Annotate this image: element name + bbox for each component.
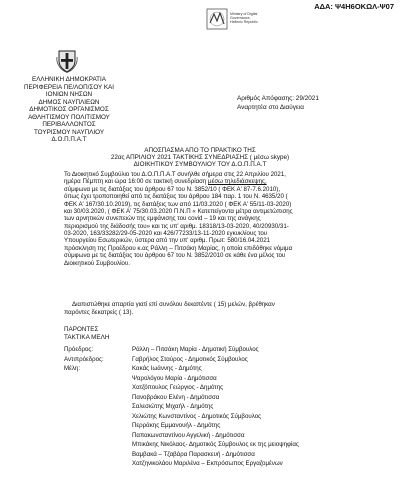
underlined-text: μέσω τηλεδιάσκεψης, — [208, 178, 267, 186]
member-name: Παπακωνσταντίνου Αγγελική - Δημότισσα — [132, 431, 245, 439]
present-subtitle: ΤΑΚΤΙΚΑ ΜΕΛΗ — [64, 333, 110, 341]
signature-line: Hellenic Republic — [230, 20, 258, 25]
member-row — [64, 393, 394, 403]
body-line — [64, 178, 388, 185]
title-line: 22ας ΑΠΡΙΛΙΟΥ 2021 ΤΑΚΤΙΚΗΣ ΣΥΝΕΔΡΙΑΣΗΣ ( μέσω skype) — [110, 154, 290, 162]
member-name: Ψαρολόγου Μαρία - Δημότισσα — [132, 374, 217, 382]
present-title: ΠΑΡΟΝΤΕΣ — [64, 326, 99, 333]
member-row — [64, 402, 394, 412]
authority-line: ΙΟΝΙΩΝ ΝΗΣΩΝ — [45, 91, 93, 99]
body-line: σύμφωνα με τις διατάξεις του άρθρου 67 του Ν. 3852/2010 σε κάθε ένα μέλος του — [64, 252, 286, 260]
authority-line: ΤΟΥΡΙΣΜΟΥ ΝΑΥΠΛΙΟΥ — [33, 128, 105, 136]
body-line: 03-2020, 163/33282/29-05-2020 και 426/77233/13-11-2020 εγκυκλίους του — [64, 230, 268, 237]
body-line: Διοικητικού Συμβουλίου. — [64, 259, 130, 267]
body-line: Το Διοικητικό Συμβούλιο του Δ.Ο.Π.Π.Α.Τ συνήλθε σήμερα στις 22 Απριλίου 2021, — [64, 171, 286, 178]
ada-code: ΑΔΑ: Ψ4Η6ΟΚΩΛ-Ψ07 — [314, 2, 394, 11]
minutes-body-paragraph — [64, 171, 388, 267]
title-line: ΑΠΟΣΠΑΣΜΑ ΑΠΟ ΤΟ ΠΡΑΚΤΙΚΟ ΤΗΣ — [144, 147, 256, 154]
member-name: Χατζόπουλος Γεώργιος - Δημότης — [132, 384, 224, 391]
member-row — [64, 450, 394, 460]
body-line-part: ημέρα Πέμπτη και ώρα 16:00 σε τακτική συνεδρίαση — [64, 178, 209, 186]
member-role: Πρόεδρος: — [64, 346, 94, 353]
quorum-statement — [64, 301, 394, 316]
member-row — [64, 355, 394, 365]
signature-line: Ministry of Digital — [230, 12, 258, 16]
signature-line: Governance, — [230, 16, 251, 21]
body-line: όπως έχει τροποποιηθεί από τις διατάξεις του άρθρου 184 παρ. 1 του Ν. 4635/20 ( — [64, 193, 288, 201]
digital-signature-text — [230, 12, 258, 25]
member-row — [64, 383, 394, 393]
body-line: ΦΕΚ Α' 167/30.10.2019), τις διατάξεις των από 11/03.2020 ( ΦΕΚ Α' 55/11-03-2020) — [64, 200, 292, 208]
body-line: Υπουργείου Εσωτερικών, ύστερα από την υπ' αριθμ. Πρωτ: 580/16.04.2021 — [64, 237, 271, 245]
member-name: Χελιώτης Κωνσταντίνος - Δημοτικός Σύμβουλος — [132, 412, 262, 420]
digital-signature-seal-icon — [206, 8, 228, 30]
member-name: Πανοβράκου Ελένη - Δημότισσα — [132, 393, 220, 401]
body-line: των αρνητικών συνεπειών της εμφάνισης του covid – 19 και της ανάγκης — [64, 215, 261, 223]
decision-number: Αριθμός Απόφασης: 29/2021 — [237, 95, 319, 102]
present-heading — [64, 326, 109, 341]
member-name: Βαμβακά – Τζαβάρα Παρασκευή - Δημότισσα — [132, 450, 255, 458]
member-row — [64, 459, 394, 469]
member-name: Περράκης Εμμανουήλ - Δημότης — [132, 422, 221, 429]
member-row — [64, 364, 394, 374]
body-line: περιορισμού της διάδοσής του» και τις υπ' αριθμ. 18318/13-03-2020, 40/20930/31- — [64, 222, 289, 230]
member-name: Γαβρήλος Σταύρος - Δημοτικός Σύμβουλος — [132, 355, 248, 363]
quorum-line: παρόντες δεκατρείς ( 13). — [64, 308, 134, 316]
authority-line: ΠΕΡΙΒΑΛΛΟΝΤΟΣ — [42, 121, 96, 129]
member-row — [64, 412, 394, 422]
document-title — [0, 147, 400, 169]
greek-coat-of-arms-icon — [56, 49, 78, 73]
member-row — [64, 431, 394, 441]
member-row — [64, 374, 394, 384]
body-line: πρόσκληση της Προέδρου κ.ας Ράλλη – Πιτσάκη Μαρίας, η οποία επιδόθηκε νόμιμα — [64, 244, 293, 252]
member-name: Κακάς Ιωάννης - Δημότης — [132, 365, 202, 372]
members-list — [64, 345, 394, 469]
member-name: Μπικάκης Νικόλαος- Δημοτικός Σύμβουλος εκ της μειοψηφίας — [132, 441, 299, 448]
authority-line: ΑΘΛΗΤΙΣΜΟΥ ΠΟΛΙΤΙΣΜΟΥ — [28, 113, 110, 121]
authority-line: Δ.Ο.Π.Π.Α.Τ — [51, 136, 87, 144]
authority-line: ΔΗΜΟΤΙΚΟΣ ΟΡΓΑΝΙΣΜΟΣ — [29, 106, 109, 114]
member-row — [64, 421, 394, 431]
member-role: Μέλη: — [64, 365, 81, 372]
member-name: Σαλεσιώτης Μιχαήλ - Δημότης — [132, 403, 214, 410]
member-row — [64, 345, 394, 355]
issuing-authority — [4, 76, 134, 144]
member-role: Αντιπρόεδρος: — [64, 355, 104, 363]
title-line: ΔΙΟΙΚΗΤΙΚΟΥ ΣΥΜΒΟΥΛΙΟΥ ΤΟΥ Δ.Ο.Π.Π.Α.Τ — [133, 161, 267, 169]
member-row — [64, 440, 394, 450]
authority-line: ΔΗΜΟΣ ΝΑΥΠΛΙΕΩΝ — [38, 98, 100, 106]
member-name: Χατζηνικολάου Μαριλένα – Εκπρόσωπος Εργαζομένων — [132, 460, 283, 467]
decision-info — [237, 95, 319, 112]
authority-line: ΕΛΛΗΝΙΚΗ ΔΗΜΟΚΡΑΤΙΑ — [32, 76, 106, 83]
authority-line: ΠΕΡΙΦΕΡΕΙΑ ΠΕ/ΛΟΠ/ΣΟΥ ΚΑΙ — [23, 83, 114, 91]
quorum-line: Διαπιστώθηκε απαρτία γιατί επί συνόλου δεκαπέντε ( 15) μελών, βρέθηκαν — [72, 301, 275, 308]
member-name: Ράλλη – Πιτσάκη Μαρία - Δημοτική Σύμβουλος — [132, 346, 259, 353]
body-line: σύμφωνα με τις διατάξεις του άρθρου 67 του Ν. 3852/10 ( ΦΕΚ Α' 87-7.6.2010), — [64, 185, 281, 193]
body-line: και 30/03.2020, ( ΦΕΚ Α' 75/30.03.2020 Π.Ν.Π « Κατεπείγοντα μέτρα αντιμετώπισης — [64, 207, 293, 215]
decision-posting-note: Αναρτητέα στο Διαύγεια — [237, 103, 304, 111]
